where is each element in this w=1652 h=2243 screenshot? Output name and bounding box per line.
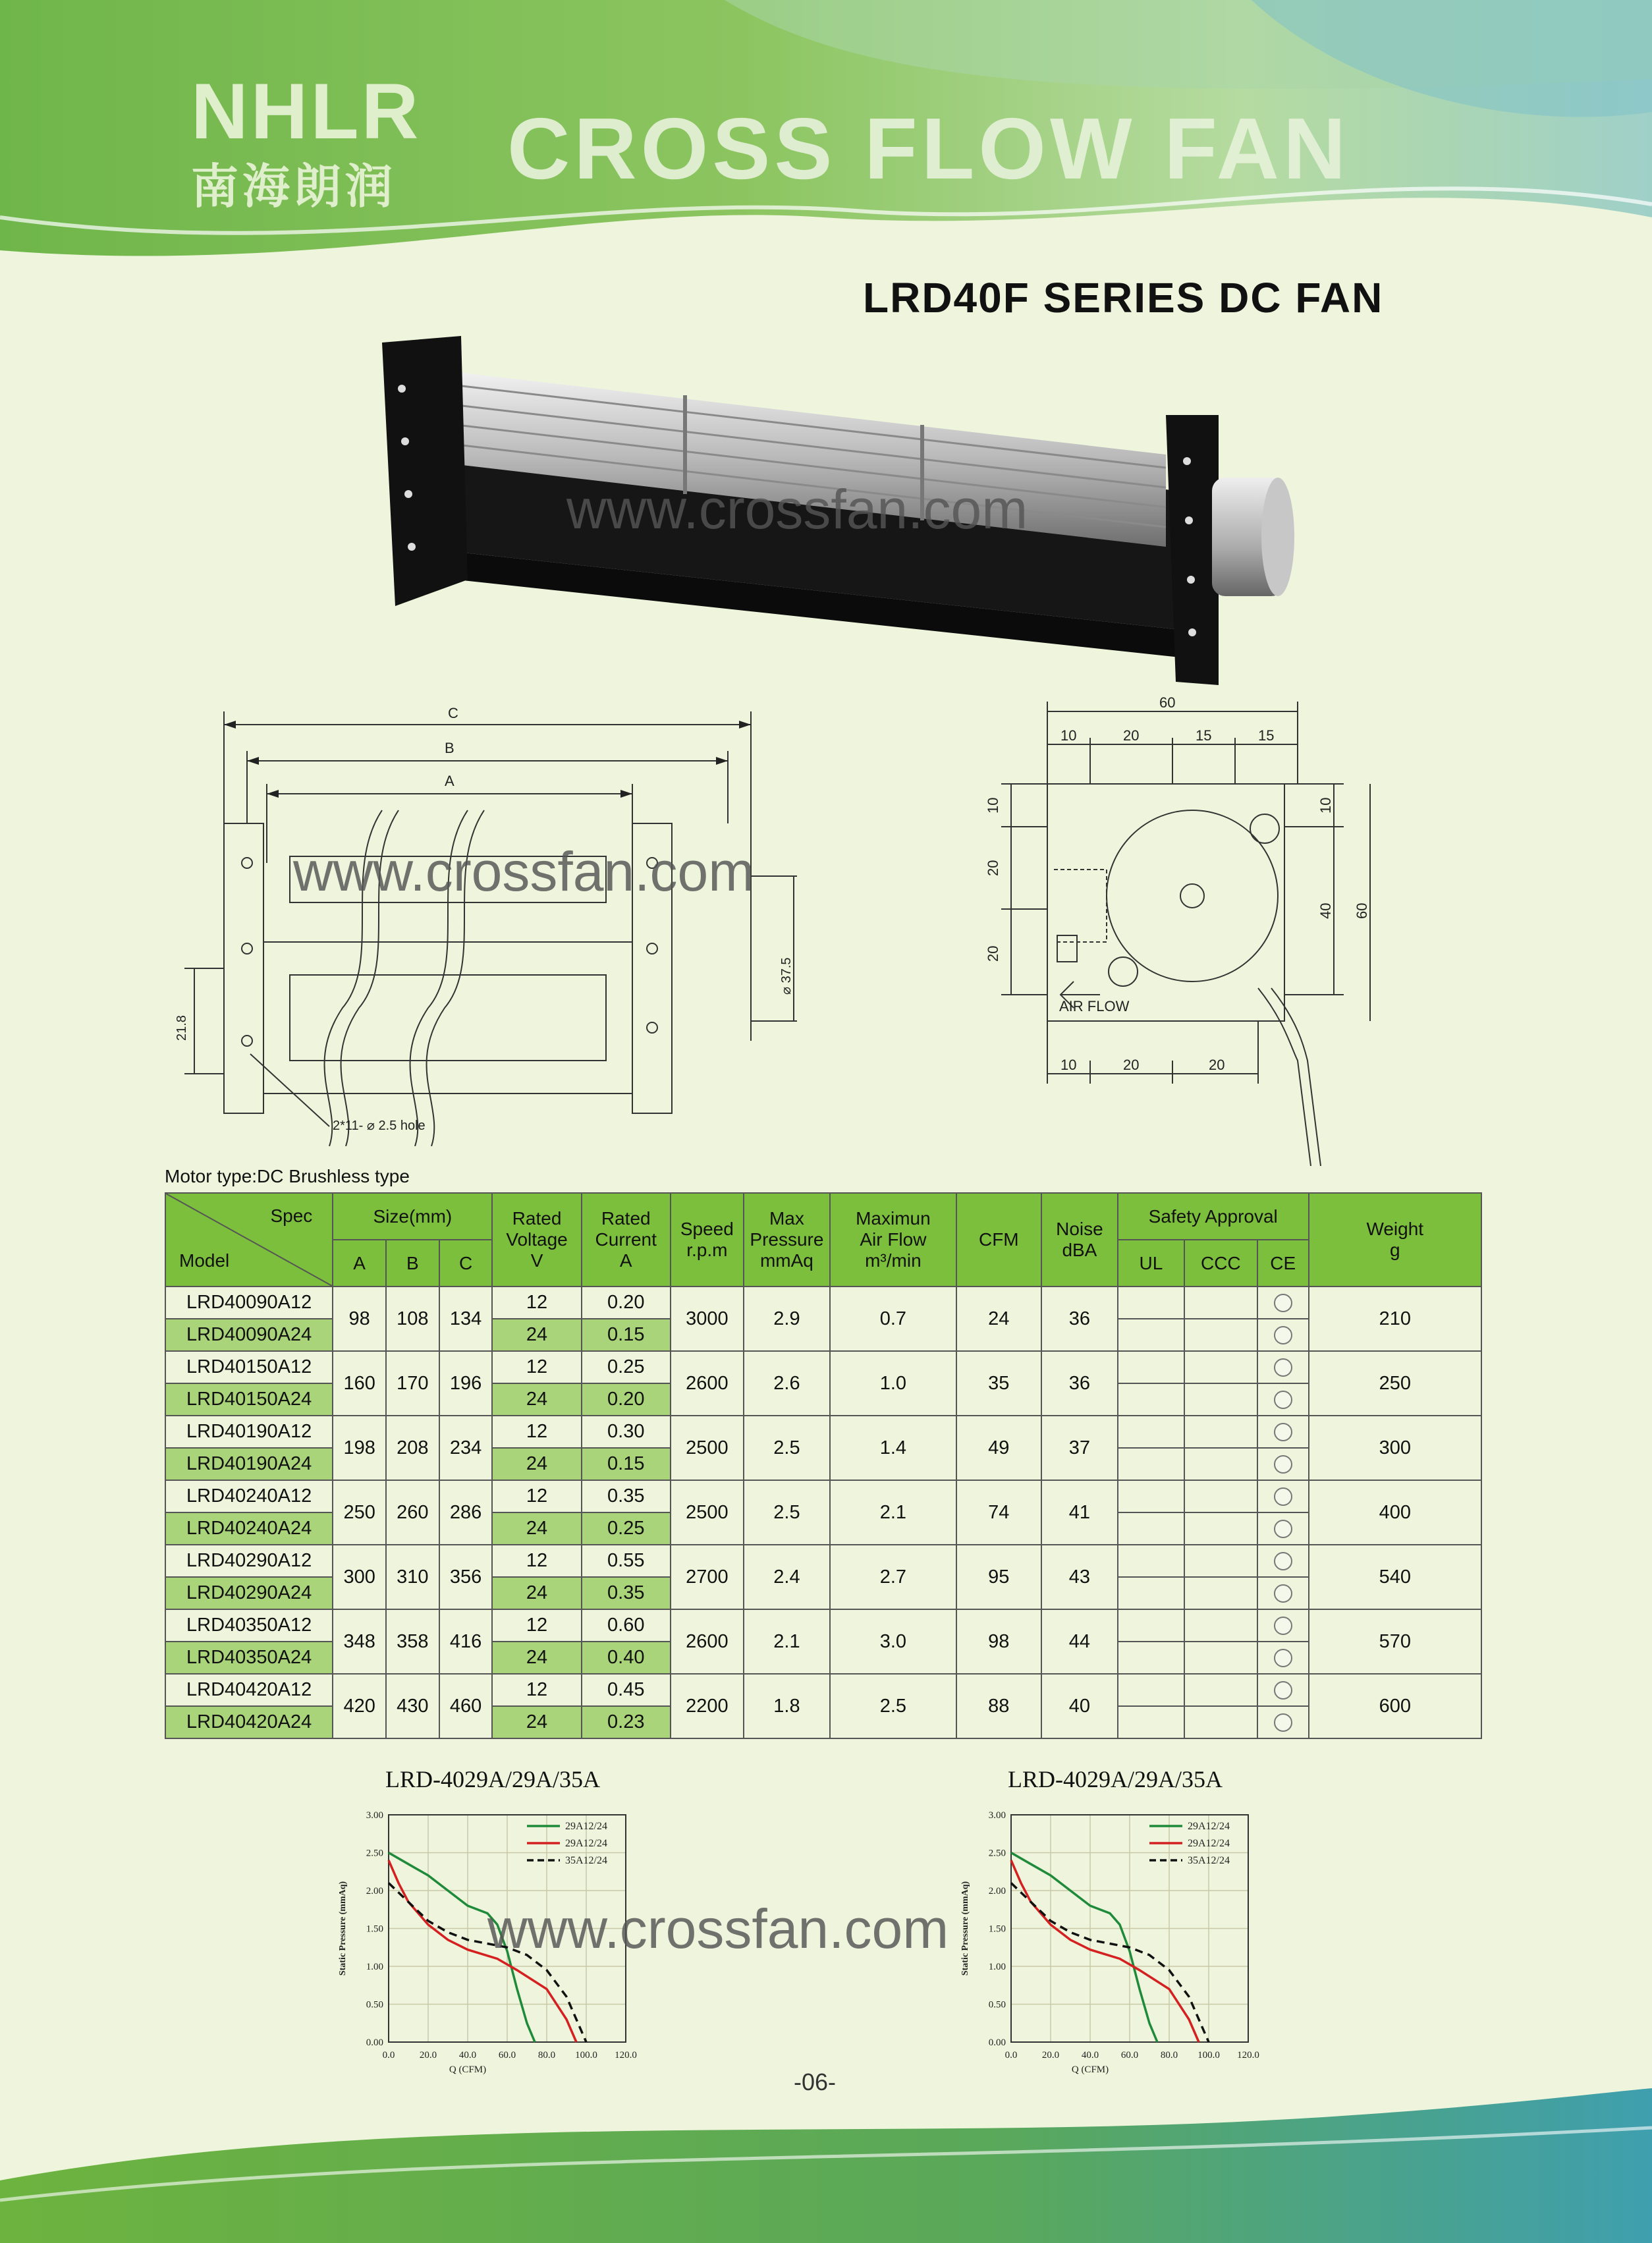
dim-right-2: 40 [1317, 902, 1334, 919]
dim-c-label: C [448, 705, 458, 721]
speed-cell: 3000 [671, 1287, 744, 1351]
y-tick-label: 1.50 [988, 1924, 1006, 1935]
size-c-cell: 416 [439, 1609, 493, 1674]
col-b-header: B [386, 1240, 439, 1287]
header-title: CROSS FLOW FAN [507, 100, 1350, 197]
max-airflow-header: Maximun Air Flow m³/min [830, 1193, 956, 1287]
ul-cell [1118, 1287, 1184, 1319]
table-row [165, 1674, 1481, 1706]
ce-cell [1257, 1609, 1309, 1642]
voltage-cell: 24 [492, 1577, 581, 1609]
table-row [165, 1416, 1481, 1448]
pressure-cell: 2.4 [744, 1545, 830, 1609]
airflow-cell: 2.1 [830, 1480, 956, 1545]
voltage-cell: 24 [492, 1383, 581, 1416]
y-tick-label: 1.50 [366, 1924, 383, 1935]
voltage-cell: 24 [492, 1512, 581, 1545]
dim-top-4: 15 [1258, 727, 1275, 744]
x-tick-label: 20.0 [1041, 2050, 1060, 2061]
voltage-cell: 12 [492, 1416, 581, 1448]
airflow-cell: 1.4 [830, 1416, 956, 1480]
ce-mark-icon [1274, 1391, 1292, 1409]
model-cell: LRD40290A12 [165, 1545, 333, 1577]
chart-1-title: LRD-4029A/29A/35A [385, 1766, 600, 1792]
x-tick-label: 0.0 [382, 2050, 395, 2061]
y-axis-label: Static Pressure (mmAq) [960, 1881, 970, 1976]
x-tick-label: 100.0 [1198, 2050, 1220, 2061]
ul-cell [1118, 1480, 1184, 1512]
dim-bottom-3: 20 [1209, 1057, 1225, 1073]
current-cell: 0.45 [582, 1674, 671, 1706]
ul-cell [1118, 1577, 1184, 1609]
voltage-cell: 12 [492, 1287, 581, 1319]
voltage-cell: 24 [492, 1706, 581, 1738]
size-b-cell: 208 [386, 1416, 439, 1480]
pressure-cell: 2.9 [744, 1287, 830, 1351]
dim-bottom-1: 10 [1060, 1057, 1077, 1073]
ce-cell [1257, 1416, 1309, 1448]
ce-header: CE [1257, 1240, 1309, 1287]
noise-cell: 36 [1041, 1287, 1118, 1351]
ccc-cell [1184, 1512, 1257, 1545]
ce-mark-icon [1274, 1649, 1292, 1667]
dim-bottom-2: 20 [1123, 1057, 1140, 1073]
size-b-cell: 260 [386, 1480, 439, 1545]
current-cell: 0.25 [582, 1351, 671, 1383]
dim-left-1: 10 [985, 797, 1001, 814]
speed-cell: 2600 [671, 1351, 744, 1416]
weight-cell: 250 [1309, 1351, 1481, 1416]
ce-cell [1257, 1480, 1309, 1512]
ce-mark-icon [1274, 1423, 1292, 1441]
weight-cell: 540 [1309, 1545, 1481, 1609]
table-row [165, 1480, 1481, 1512]
ccc-cell [1184, 1448, 1257, 1480]
spec-header: Spec [270, 1205, 313, 1226]
x-tick-label: 60.0 [1120, 2050, 1139, 2061]
size-c-cell: 234 [439, 1416, 493, 1480]
size-header: Size(mm) [333, 1193, 492, 1240]
voltage-cell: 12 [492, 1480, 581, 1512]
model-cell: LRD40090A12 [165, 1287, 333, 1319]
airflow-cell: 2.7 [830, 1545, 956, 1609]
cfm-cell: 98 [956, 1609, 1041, 1674]
size-a-cell: 300 [333, 1545, 386, 1609]
x-axis-label: Q (CFM) [449, 2064, 487, 2075]
logo-chinese-text: 南海朗润 [191, 159, 397, 214]
ce-mark-icon [1274, 1520, 1292, 1538]
noise-header: Noise dBA [1041, 1193, 1118, 1287]
pressure-cell: 2.1 [744, 1609, 830, 1674]
end-view-drawing [975, 692, 1396, 1166]
ce-cell [1257, 1642, 1309, 1674]
pressure-cell: 2.5 [744, 1480, 830, 1545]
rated-voltage-header: Rated Voltage V [492, 1193, 581, 1287]
pressure-cell: 2.6 [744, 1351, 830, 1416]
ce-mark-icon [1274, 1584, 1292, 1603]
legend-label: 35A12/24 [565, 1855, 607, 1866]
size-a-cell: 198 [333, 1416, 386, 1480]
current-cell: 0.60 [582, 1609, 671, 1642]
ul-cell [1118, 1609, 1184, 1642]
legend-label: 29A12/24 [1188, 1838, 1230, 1849]
y-tick-label: 2.50 [366, 1848, 383, 1859]
speed-cell: 2200 [671, 1674, 744, 1738]
ce-cell [1257, 1287, 1309, 1319]
cfm-cell: 35 [956, 1351, 1041, 1416]
legend-label: 29A12/24 [565, 1838, 607, 1849]
air-flow-label: AIR FLOW [1059, 998, 1130, 1014]
model-cell: LRD40090A24 [165, 1319, 333, 1351]
model-cell: LRD40190A12 [165, 1416, 333, 1448]
ce-mark-icon [1274, 1294, 1292, 1312]
x-tick-label: 80.0 [537, 2050, 556, 2061]
watermark-photo: www.crossfan.com [566, 478, 1028, 540]
col-a-header: A [333, 1240, 386, 1287]
size-c-cell: 196 [439, 1351, 493, 1416]
cfm-cell: 95 [956, 1545, 1041, 1609]
y-tick-label: 3.00 [988, 1810, 1006, 1821]
speed-cell: 2500 [671, 1480, 744, 1545]
current-cell: 0.35 [582, 1480, 671, 1512]
ccc-cell [1184, 1545, 1257, 1577]
col-c-header: C [439, 1240, 493, 1287]
series-line-3 [1011, 1883, 1209, 2043]
size-c-cell: 286 [439, 1480, 493, 1545]
noise-cell: 41 [1041, 1480, 1118, 1545]
rated-current-header: Rated Current A [582, 1193, 671, 1287]
model-cell: LRD40420A12 [165, 1674, 333, 1706]
weight-cell: 400 [1309, 1480, 1481, 1545]
current-cell: 0.20 [582, 1287, 671, 1319]
voltage-cell: 24 [492, 1319, 581, 1351]
weight-cell: 210 [1309, 1287, 1481, 1351]
cfm-cell: 74 [956, 1480, 1041, 1545]
dim-right-3: 60 [1354, 902, 1370, 919]
y-tick-label: 3.00 [366, 1810, 383, 1821]
spec-model-header [165, 1193, 333, 1287]
ce-cell [1257, 1674, 1309, 1706]
size-a-cell: 98 [333, 1287, 386, 1351]
safety-header: Safety Approval [1118, 1193, 1309, 1240]
spec-table [165, 1192, 1482, 1739]
page-number: -06- [794, 2068, 837, 2095]
ce-cell [1257, 1319, 1309, 1351]
ce-cell [1257, 1545, 1309, 1577]
weight-header: Weight g [1309, 1193, 1481, 1287]
ul-cell [1118, 1706, 1184, 1738]
series-title: LRD40F SERIES DC FAN [863, 274, 1384, 321]
ccc-header: CCC [1184, 1240, 1257, 1287]
ccc-cell [1184, 1609, 1257, 1642]
x-tick-label: 20.0 [419, 2050, 437, 2061]
size-b-cell: 430 [386, 1674, 439, 1738]
current-cell: 0.30 [582, 1416, 671, 1448]
y-tick-label: 2.00 [988, 1886, 1006, 1897]
dim-a-label: A [445, 773, 454, 789]
ce-mark-icon [1274, 1326, 1292, 1344]
voltage-cell: 24 [492, 1448, 581, 1480]
model-header: Model [179, 1250, 230, 1271]
noise-cell: 37 [1041, 1416, 1118, 1480]
current-cell: 0.15 [582, 1319, 671, 1351]
chart-2-title: LRD-4029A/29A/35A [1008, 1766, 1223, 1792]
ul-cell [1118, 1674, 1184, 1706]
ce-mark-icon [1274, 1681, 1292, 1700]
ccc-cell [1184, 1642, 1257, 1674]
table-row [165, 1287, 1481, 1319]
size-a-cell: 420 [333, 1674, 386, 1738]
y-tick-label: 0.50 [988, 1999, 1006, 2010]
dim-diameter-label: ⌀ 37.5 [779, 957, 794, 995]
ul-cell [1118, 1448, 1184, 1480]
airflow-cell: 3.0 [830, 1609, 956, 1674]
size-b-cell: 358 [386, 1609, 439, 1674]
current-cell: 0.20 [582, 1383, 671, 1416]
ccc-cell [1184, 1706, 1257, 1738]
x-tick-label: 100.0 [575, 2050, 597, 2061]
ccc-cell [1184, 1351, 1257, 1383]
dim-b-label: B [445, 740, 454, 756]
table-row [165, 1351, 1481, 1383]
ccc-cell [1184, 1319, 1257, 1351]
model-cell: LRD40150A24 [165, 1383, 333, 1416]
noise-cell: 43 [1041, 1545, 1118, 1609]
dim-left-2: 20 [985, 860, 1001, 876]
size-a-cell: 160 [333, 1351, 386, 1416]
ul-cell [1118, 1642, 1184, 1674]
y-tick-label: 0.00 [366, 2037, 383, 2048]
noise-cell: 36 [1041, 1351, 1118, 1416]
size-a-cell: 348 [333, 1609, 386, 1674]
model-cell: LRD40350A12 [165, 1609, 333, 1642]
y-tick-label: 2.00 [366, 1886, 383, 1897]
ce-cell [1257, 1383, 1309, 1416]
current-cell: 0.15 [582, 1448, 671, 1480]
x-tick-label: 60.0 [498, 2050, 516, 2061]
dim-top-3: 15 [1196, 727, 1212, 744]
size-b-cell: 310 [386, 1545, 439, 1609]
y-tick-label: 0.50 [366, 1999, 383, 2010]
cfm-header: CFM [956, 1193, 1041, 1287]
size-c-cell: 356 [439, 1545, 493, 1609]
current-cell: 0.25 [582, 1512, 671, 1545]
y-tick-label: 0.00 [988, 2037, 1006, 2048]
model-cell: LRD40240A12 [165, 1480, 333, 1512]
max-pressure-header: Max Pressure mmAq [744, 1193, 830, 1287]
voltage-cell: 12 [492, 1609, 581, 1642]
airflow-cell: 1.0 [830, 1351, 956, 1416]
watermark-drawing: www.crossfan.com [293, 841, 755, 902]
ul-cell [1118, 1351, 1184, 1383]
ccc-cell [1184, 1416, 1257, 1448]
voltage-cell: 24 [492, 1642, 581, 1674]
pressure-flow-chart-2 [952, 1802, 1294, 2091]
size-b-cell: 108 [386, 1287, 439, 1351]
x-tick-label: 120.0 [615, 2050, 637, 2061]
dim-left-3: 20 [985, 945, 1001, 962]
cfm-cell: 88 [956, 1674, 1041, 1738]
motor-type-label: Motor type:DC Brushless type [165, 1166, 410, 1186]
watermark-charts: www.crossfan.com [487, 1898, 949, 1960]
pressure-cell: 2.5 [744, 1416, 830, 1480]
model-cell: LRD40350A24 [165, 1642, 333, 1674]
x-tick-label: 0.0 [1005, 2050, 1018, 2061]
y-tick-label: 1.00 [988, 1962, 1006, 1972]
model-cell: LRD40240A24 [165, 1512, 333, 1545]
size-b-cell: 170 [386, 1351, 439, 1416]
legend-label: 29A12/24 [565, 1821, 607, 1832]
model-cell: LRD40290A24 [165, 1577, 333, 1609]
x-axis-label: Q (CFM) [1071, 2064, 1109, 2075]
y-tick-label: 2.50 [988, 1848, 1006, 1859]
x-tick-label: 40.0 [1081, 2050, 1099, 2061]
weight-cell: 300 [1309, 1416, 1481, 1480]
size-c-cell: 134 [439, 1287, 493, 1351]
ccc-cell [1184, 1674, 1257, 1706]
current-cell: 0.35 [582, 1577, 671, 1609]
airflow-cell: 0.7 [830, 1287, 956, 1351]
current-cell: 0.55 [582, 1545, 671, 1577]
y-tick-label: 1.00 [366, 1962, 383, 1972]
ul-header: UL [1118, 1240, 1184, 1287]
weight-cell: 600 [1309, 1674, 1481, 1738]
logo-text: NHLR [191, 67, 422, 155]
ccc-cell [1184, 1287, 1257, 1319]
legend-label: 35A12/24 [1188, 1855, 1230, 1866]
y-axis-label: Static Pressure (mmAq) [338, 1881, 348, 1976]
speed-cell: 2500 [671, 1416, 744, 1480]
speed-cell: 2600 [671, 1609, 744, 1674]
ul-cell [1118, 1545, 1184, 1577]
table-row [165, 1545, 1481, 1577]
voltage-cell: 12 [492, 1674, 581, 1706]
weight-cell: 570 [1309, 1609, 1481, 1674]
cfm-cell: 24 [956, 1287, 1041, 1351]
noise-cell: 44 [1041, 1609, 1118, 1674]
airflow-cell: 2.5 [830, 1674, 956, 1738]
x-tick-label: 40.0 [458, 2050, 477, 2061]
model-cell: LRD40420A24 [165, 1706, 333, 1738]
cfm-cell: 49 [956, 1416, 1041, 1480]
speed-cell: 2700 [671, 1545, 744, 1609]
ce-cell [1257, 1706, 1309, 1738]
ccc-cell [1184, 1383, 1257, 1416]
ul-cell [1118, 1416, 1184, 1448]
ce-mark-icon [1274, 1552, 1292, 1570]
legend-label: 29A12/24 [1188, 1821, 1230, 1832]
table-row [165, 1609, 1481, 1642]
ul-cell [1118, 1383, 1184, 1416]
series-line-2 [1011, 1860, 1199, 2042]
ccc-cell [1184, 1577, 1257, 1609]
noise-cell: 40 [1041, 1674, 1118, 1738]
model-cell: LRD40150A12 [165, 1351, 333, 1383]
ce-mark-icon [1274, 1487, 1292, 1506]
voltage-cell: 12 [492, 1351, 581, 1383]
ce-cell [1257, 1577, 1309, 1609]
ce-cell [1257, 1351, 1309, 1383]
spec-table-body [165, 1287, 1481, 1738]
ce-mark-icon [1274, 1455, 1292, 1474]
ccc-cell [1184, 1480, 1257, 1512]
pressure-cell: 1.8 [744, 1674, 830, 1738]
dim-total-top: 60 [1159, 694, 1176, 711]
ul-cell [1118, 1512, 1184, 1545]
current-cell: 0.23 [582, 1706, 671, 1738]
model-cell: LRD40190A24 [165, 1448, 333, 1480]
x-tick-label: 80.0 [1160, 2050, 1178, 2061]
dim-top-2: 20 [1123, 727, 1140, 744]
dim-height-label: 21.8 [175, 1015, 189, 1041]
side-view-drawing [165, 698, 843, 1146]
ce-mark-icon [1274, 1617, 1292, 1635]
ul-cell [1118, 1319, 1184, 1351]
speed-header: Speed r.p.m [671, 1193, 744, 1287]
x-tick-label: 120.0 [1237, 2050, 1259, 2061]
size-c-cell: 460 [439, 1674, 493, 1738]
ce-mark-icon [1274, 1713, 1292, 1732]
voltage-cell: 12 [492, 1545, 581, 1577]
ce-cell [1257, 1448, 1309, 1480]
size-a-cell: 250 [333, 1480, 386, 1545]
ce-mark-icon [1274, 1358, 1292, 1377]
dim-top-1: 10 [1060, 727, 1077, 744]
ce-cell [1257, 1512, 1309, 1545]
hole-note: 2*11- ⌀ 2.5 hole [333, 1119, 426, 1133]
current-cell: 0.40 [582, 1642, 671, 1674]
dim-right-1: 10 [1317, 797, 1334, 814]
